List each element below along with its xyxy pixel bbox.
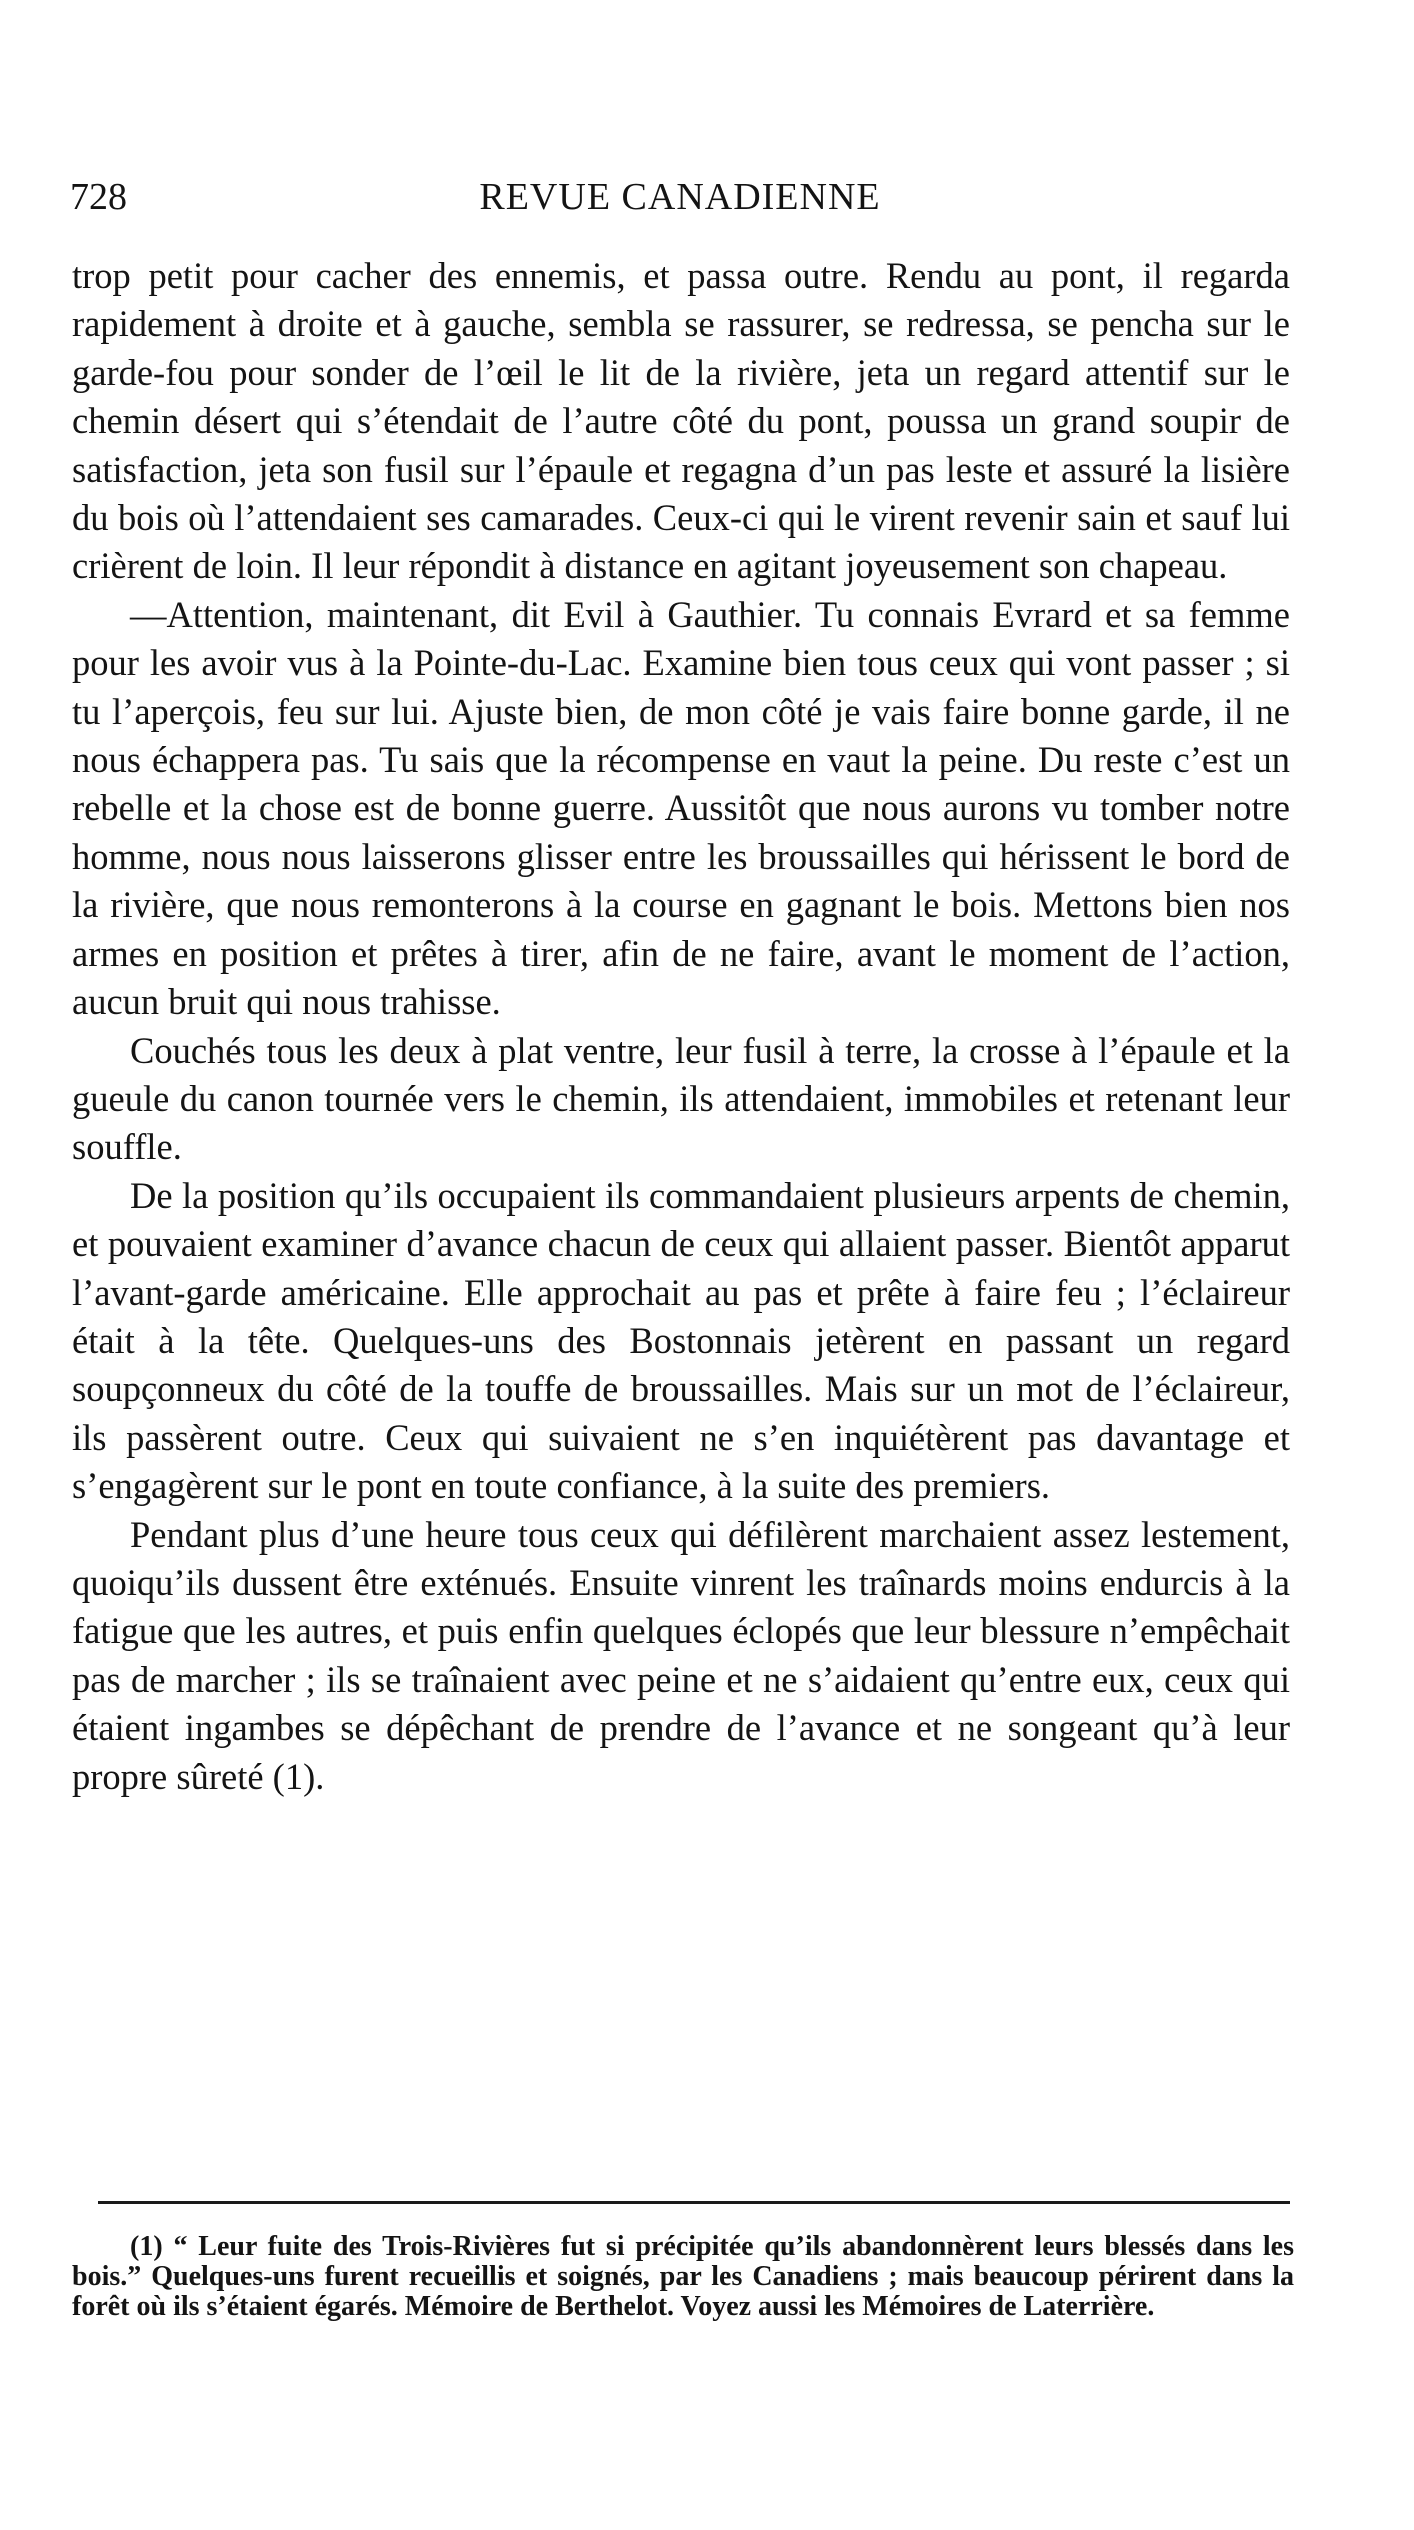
paragraph: Pendant plus d’une heure tous ceux qui défilèrent marchaient assez lestement, quoiqu’ils dussent être exténués. Ensuite vinrent les traînards moins endurcis à la fatigue que les autres, et puis enfin quelques éclopés que leur blessure n’empêchait pas de marcher ; ils se traînaient avec peine et ne s’aidaient qu’entre eux, ceux qui étaient ingambes se dépêchant de prendre de l’avance et ne songeant qu’à leur propre sûreté (1). [72, 1513, 1290, 1797]
page-number: 728 [70, 176, 127, 218]
footnote: (1) “ Leur fuite des Trois-Rivières fut si précipitée qu’ils abandonnèrent leurs blessés dans les bois.” Quelques-uns furent recueillis et soignés, par les Canadiens ; mais beaucoup périrent dans la forêt où ils s’étaient égarés. Mémoire de Berthelot. Voyez aussi les Mémoires de Laterrière. [72, 2231, 1294, 2322]
body-text [72, 252, 1290, 1801]
running-head [70, 172, 1290, 222]
journal-title: REVUE CANADIENNE [479, 176, 881, 218]
paragraph-dialogue: —Attention, maintenant, dit Evil à Gauthier. Tu connais Evrard et sa femme pour les avoir vus à la Pointe-du-Lac. Examine bien tous ceux qui vont passer ; si tu l’aperçois, feu sur lui. Ajuste bien, de mon côté je vais faire bonne garde, il ne nous échappera pas. Tu sais que la récompense en vaut la peine. Du reste c’est un rebelle et la chose est de bonne guerre. Aussitôt que nous aurons vu tomber notre homme, nous nous laisserons glisser entre les broussailles qui hérissent le bord de la rivière, que nous remonterons à la course en gagnant le bois. Mettons bien nos armes en position et prêtes à tirer, afin de ne faire, avant le moment de l’action, aucun bruit qui nous trahisse. [72, 593, 1290, 1023]
paragraph: De la position qu’ils occupaient ils commandaient plusieurs arpents de chemin, et pouvaient examiner d’avance chacun de ceux qui allaient passer. Bientôt apparut l’avant-garde américaine. Elle approchait au pas et prête à faire feu ; l’éclaireur était à la tête. Quelques-uns des Bostonnais jetèrent en passant un regard soupçonneux du côté de la touffe de broussailles. Mais sur un mot de l’éclaireur, ils passèrent outre. Ceux qui suivaient ne s’en inquiétèrent pas davantage et s’engagèrent sur le pont en toute confiance, à la suite des premiers. [72, 1174, 1290, 1507]
paragraph-continued: trop petit pour cacher des ennemis, et passa outre. Rendu au pont, il regarda rapidement à droite et à gauche, sembla se rassurer, se redressa, se pencha sur le garde-fou pour sonder de l’œil le lit de la rivière, jeta un regard attentif sur le chemin désert qui s’étendait de l’autre côté du pont, poussa un grand soupir de satisfaction, jeta son fusil sur l’épaule et regagna d’un pas leste et assuré la lisière du bois où l’attendaient ses camarades. Ceux-ci qui le virent revenir sain et sauf lui crièrent de loin. Il leur répondit à distance en agitant joyeusement son chapeau. [72, 255, 1290, 587]
paragraph: Couchés tous les deux à plat ventre, leur fusil à terre, la crosse à l’épaule et la gueule du canon tournée vers le chemin, ils attendaient, immobiles et retenant leur souffle. [72, 1029, 1290, 1168]
footnote-divider [98, 2201, 1290, 2204]
